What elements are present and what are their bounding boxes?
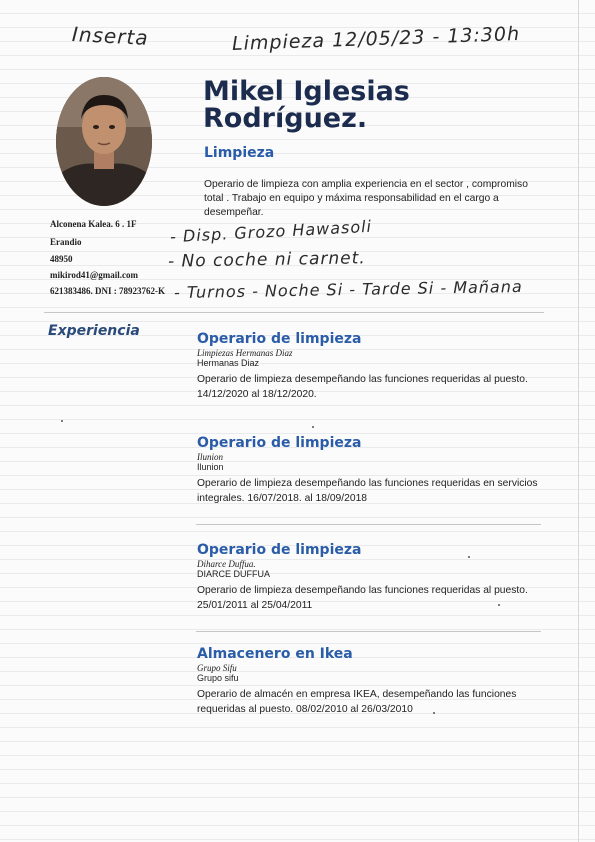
full-name: [203, 78, 410, 132]
job-entry: [197, 330, 542, 402]
contact-address: Alconena Kalea. 6 . 1F: [50, 219, 137, 229]
job-description: Operario de limpieza desempeñando las funciones requeridas al puesto. 25/01/2011 al 25/04/2011: [197, 585, 528, 611]
profile-photo: [56, 77, 152, 206]
handwritten-note-line3: - Turnos - Noche Si - Tarde Si - Mañana: [173, 276, 523, 303]
job-role: Limpieza: [204, 145, 275, 161]
job-company: Grupo Sifu: [197, 663, 237, 673]
handwritten-note-date: Limpieza 12/05/23 - 13:30h: [231, 22, 521, 56]
job-divider: [196, 524, 541, 525]
job-divider: [196, 631, 541, 632]
section-divider: [44, 312, 544, 313]
job-location: Grupo sifu: [197, 673, 239, 683]
job-description: Operario de limpieza desempeñando las funciones requeridas en servicios integrales. 16/07/2018. al 18/09/2018: [197, 478, 538, 504]
job-company: Diharce Duffua.: [197, 559, 256, 569]
job-company: Limpiezas Hermanas Diaz: [197, 348, 293, 358]
scan-speck: [468, 556, 470, 558]
job-company: Ilunion: [197, 452, 223, 462]
job-entry: [197, 541, 542, 613]
job-title: Almacenero en Ikea: [197, 646, 353, 662]
name-second-line: Rodríguez.: [203, 103, 368, 134]
handwritten-note-line2: - No coche ni carnet.: [167, 248, 366, 272]
page-edge: [578, 0, 579, 842]
contact-phone-dni: 621383486. DNI : 78923762-K: [50, 286, 165, 296]
section-title-experience: Experiencia: [48, 323, 140, 339]
job-location: Hermanas Diaz: [197, 358, 260, 368]
job-description: Operario de almacén en empresa IKEA, desempeñando las funciones requeridas al puesto. 08/02/2010 al 26/03/2010: [197, 689, 517, 715]
contact-zip: 48950: [50, 254, 73, 264]
job-title: Operario de limpieza: [197, 435, 362, 451]
scan-speck: [61, 420, 63, 422]
job-entry: [197, 434, 542, 506]
profile-summary: Operario de limpieza con amplia experiencia en el sector , compromiso total . Trabajo en equipo y máxima responsabilidad en el cargo a desempeñar.: [204, 179, 528, 218]
job-title: Operario de limpieza: [197, 331, 362, 347]
scan-speck: [433, 712, 435, 714]
job-description: Operario de limpieza desempeñando las funciones requeridas al puesto. 14/12/2020 al 18/12/2020.: [197, 374, 528, 400]
contact-email: mikirod41@gmail.com: [50, 270, 138, 280]
handwritten-note-top-left: Inserta: [71, 22, 150, 50]
job-entry: [197, 645, 542, 717]
scan-speck: [498, 604, 500, 606]
contact-city: Erandio: [50, 237, 82, 247]
scan-speck: [312, 426, 314, 428]
job-title: Operario de limpieza: [197, 542, 362, 558]
job-location: Ilunion: [197, 462, 224, 472]
handwritten-note-line1: - Disp. Grozo Hawasoli: [169, 216, 373, 247]
name-first-line: Mikel Iglesias: [203, 76, 410, 107]
job-location: DIARCE DUFFUA: [197, 569, 271, 579]
